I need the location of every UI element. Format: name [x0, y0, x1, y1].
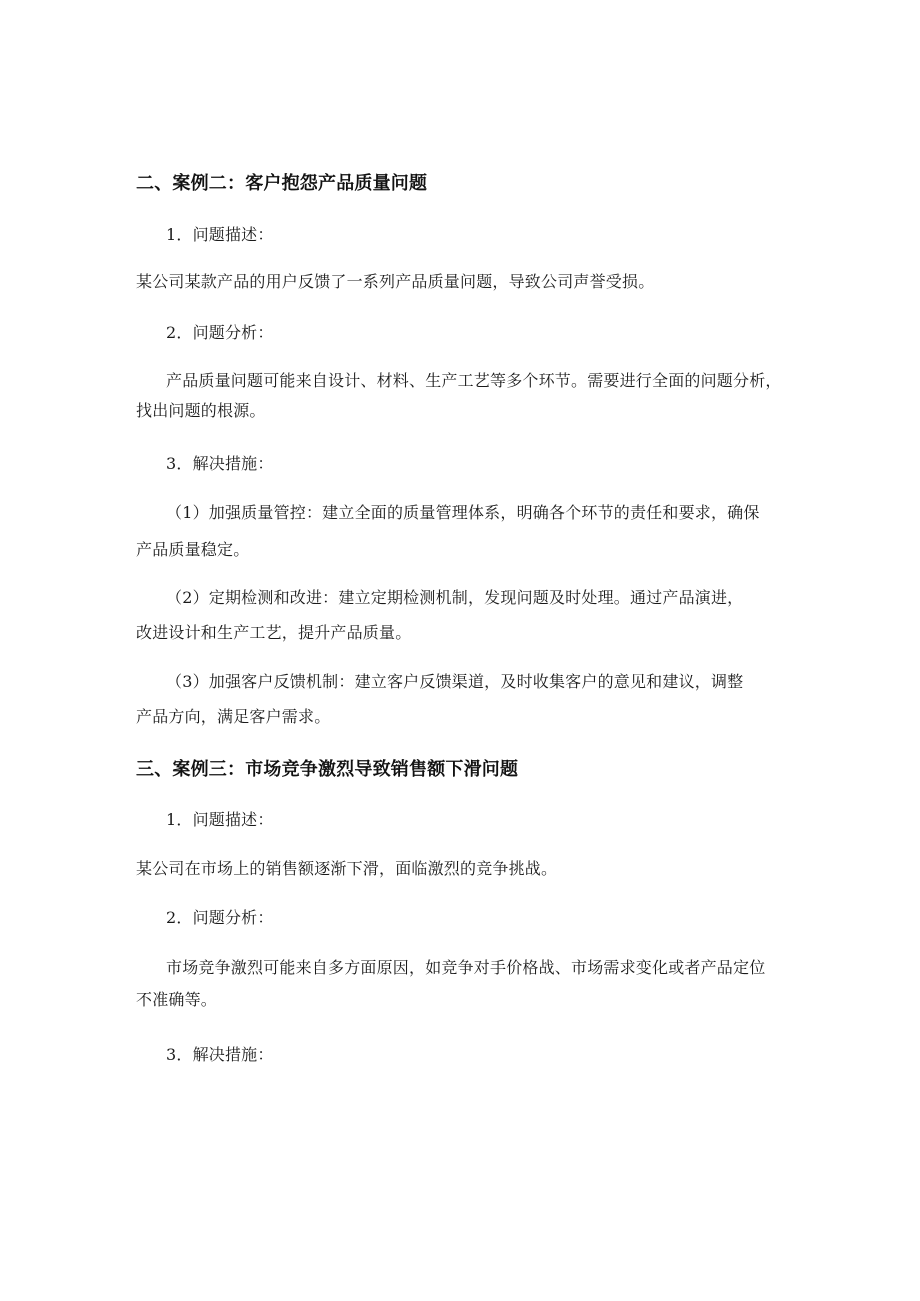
problem-description-text: 某公司某款产品的用户反馈了一系列产品质量问题，导致公司声誉受损。: [136, 272, 655, 291]
solution-measures-title: 3．解决措施：: [166, 1045, 274, 1064]
measure-item-line: 产品质量稳定。: [136, 540, 250, 559]
problem-analysis-line: 产品质量问题可能来自设计、材料、生产工艺等多个环节。需要进行全面的问题分析，: [166, 371, 782, 390]
measure-item-line: 改进设计和生产工艺，提升产品质量。: [136, 623, 412, 642]
problem-analysis-line: 找出问题的根源。: [136, 401, 266, 420]
problem-description-text: 某公司在市场上的销售额逐渐下滑，面临激烈的竞争挑战。: [136, 859, 558, 878]
problem-analysis-line: 不准确等。: [136, 990, 218, 1009]
section-heading-case-2: 二、案例二：客户抱怨产品质量问题: [136, 173, 428, 194]
section-heading-case-3: 三、案例三：市场竞争激烈导致销售额下滑问题: [136, 759, 519, 780]
measure-item-line: （3）加强客户反馈机制：建立客户反馈渠道，及时收集客户的意见和建议，调整: [166, 672, 744, 691]
measure-item-line: （2）定期检测和改进：建立定期检测机制，发现问题及时处理。通过产品演进，: [166, 588, 744, 607]
measure-item-line: （1）加强质量管控：建立全面的质量管理体系，明确各个环节的责任和要求，确保: [166, 503, 760, 522]
problem-description-title: 1．问题描述：: [166, 810, 274, 829]
problem-description-title: 1．问题描述：: [166, 225, 274, 244]
solution-measures-title: 3．解决措施：: [166, 454, 274, 473]
problem-analysis-line: 市场竞争激烈可能来自多方面原因，如竞争对手价格战、市场需求变化或者产品定位: [166, 958, 766, 977]
problem-analysis-title: 2．问题分析：: [166, 323, 274, 342]
problem-analysis-title: 2．问题分析：: [166, 908, 274, 927]
measure-item-line: 产品方向，满足客户需求。: [136, 707, 331, 726]
